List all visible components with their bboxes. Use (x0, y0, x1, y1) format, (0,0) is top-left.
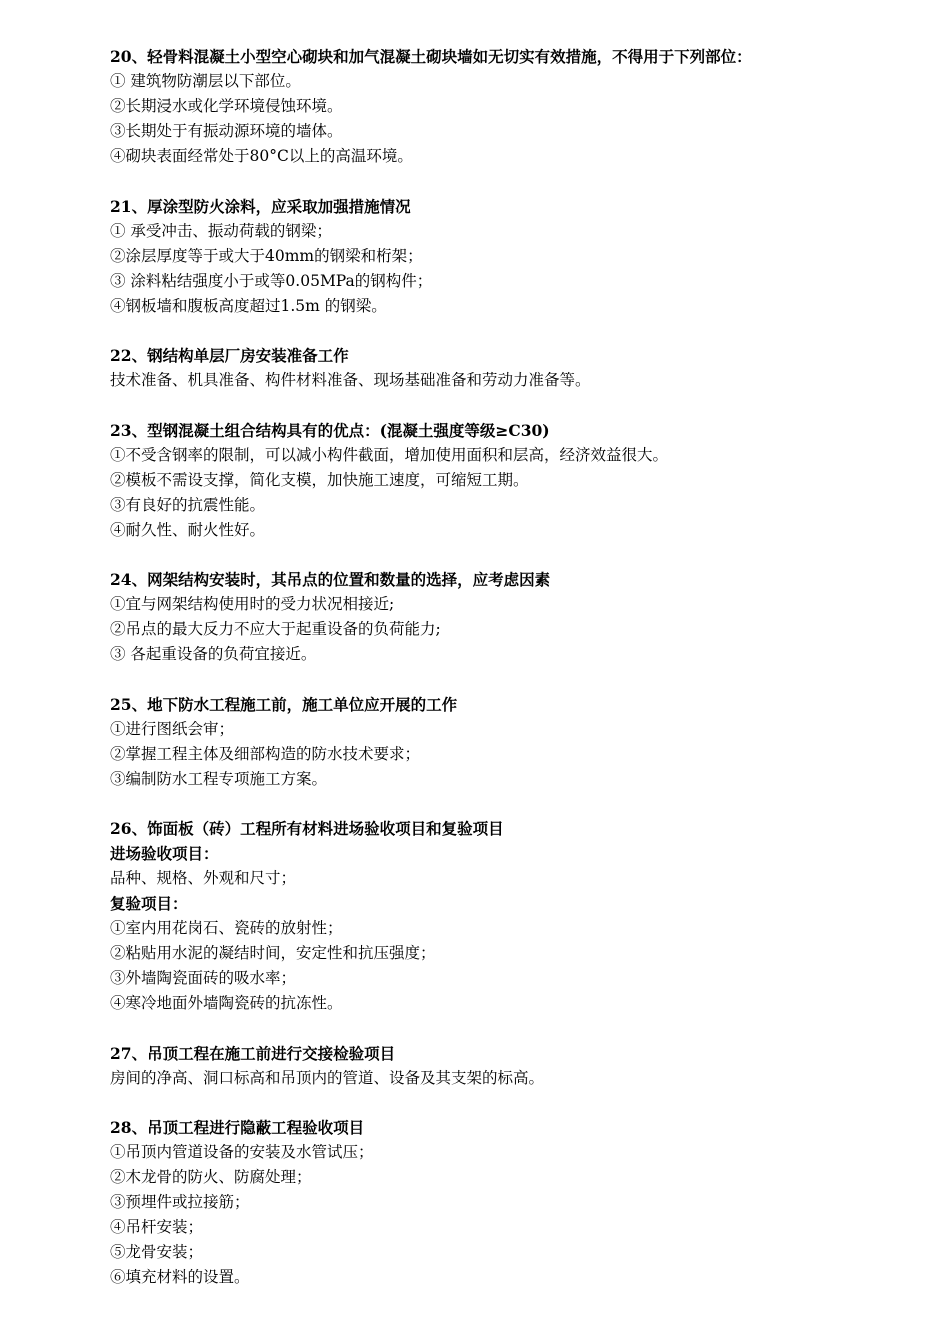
list-item: ①室内用花岗石、瓷砖的放射性； (110, 919, 343, 937)
list-item: ③ 涂料粘结强度小于或等0.05MPa的钢构件； (110, 271, 433, 290)
section-heading: 23、型钢混凝土组合结构具有的优点：(混凝土强度等级≥C30) (110, 420, 550, 440)
list-item: ②模板不需设支撑，简化支模，加快施工速度，可缩短工期。 (110, 470, 529, 489)
list-item: 技术准备、机具准备、构件材料准备、现场基础准备和劳动力准备等。 (110, 371, 591, 389)
list-item: ③编制防水工程专项施工方案。 (110, 769, 328, 788)
list-item: ⑤龙骨安装； (110, 1243, 204, 1261)
list-item: ①吊顶内管道设备的安装及水管试压； (110, 1143, 374, 1161)
list-item: ④砌块表面经常处于80°C以上的高温环境。 (110, 147, 413, 165)
section-24 (110, 567, 870, 667)
list-item: ⑥填充材料的设置。 (110, 1268, 250, 1286)
list-item: ④耐久性、耐火性好。 (110, 520, 266, 539)
list-item: ②吊点的最大反力不应大于起重设备的负荷能力; (110, 620, 441, 638)
list-item: ②掌握工程主体及细部构造的防水技术要求； (110, 744, 421, 763)
section-20 (110, 44, 870, 169)
subheading-reinspection: 复验项目： (110, 894, 188, 913)
list-item: 房间的净高、洞口标高和吊顶内的管道、设备及其支架的标高。 (110, 1068, 545, 1087)
section-28 (110, 1115, 870, 1290)
list-item: ②木龙骨的防火、防腐处理； (110, 1168, 312, 1186)
list-item: ④寒冷地面外墙陶瓷砖的抗冻性。 (110, 994, 343, 1012)
list-item: ①进行图纸会审； (110, 719, 235, 738)
document-page (110, 44, 870, 1315)
section-23 (110, 418, 870, 543)
list-item: ③有良好的抗震性能。 (110, 495, 266, 514)
list-item: ②涂层厚度等于或大于40mm的钢梁和桁架； (110, 246, 423, 265)
section-heading: 28、吊顶工程进行隐蔽工程验收项目 (110, 1118, 365, 1137)
section-22 (110, 343, 870, 393)
list-item: ④钢板墙和腹板高度超过1.5m 的钢梁。 (110, 296, 387, 315)
section-25 (110, 692, 870, 792)
section-26 (110, 816, 870, 1016)
section-heading: 20、轻骨料混凝土小型空心砌块和加气混凝土砌块墙如无切实有效措施，不得用于下列部位： (110, 47, 752, 66)
list-item: ③ 各起重设备的负荷宜接近。 (110, 645, 317, 663)
section-heading: 24、网架结构安装时，其吊点的位置和数量的选择，应考虑因素 (110, 570, 551, 589)
list-item: 品种、规格、外观和尺寸； (110, 869, 297, 887)
list-item: ③长期处于有振动源环境的墙体。 (110, 122, 343, 140)
section-heading: 25、地下防水工程施工前，施工单位应开展的工作 (110, 694, 458, 714)
subheading-incoming-inspection: 进场验收项目： (110, 844, 219, 863)
section-27 (110, 1041, 870, 1091)
list-item: ④吊杆安装； (110, 1218, 204, 1236)
list-item: ① 承受冲击、振动荷载的钢梁； (110, 221, 332, 240)
list-item: ①宜与网架结构使用时的受力状况相接近; (110, 595, 395, 613)
list-item: ③外墙陶瓷面砖的吸水率； (110, 969, 297, 987)
section-21 (110, 194, 870, 319)
section-heading: 21、厚涂型防火涂料，应采取加强措施情况 (110, 196, 411, 216)
section-heading: 27、吊顶工程在施工前进行交接检验项目 (110, 1043, 396, 1063)
list-item: ②粘贴用水泥的凝结时间，安定性和抗压强度； (110, 944, 436, 962)
list-item: ① 建筑物防潮层以下部位。 (110, 72, 301, 90)
list-item: ②长期浸水或化学环境侵蚀环境。 (110, 97, 343, 115)
section-heading: 26、饰面板（砖）工程所有材料进场验收项目和复验项目 (110, 819, 504, 838)
list-item: ①不受含钢率的限制，可以减小构件截面，增加使用面积和层高，经济效益很大。 (110, 445, 669, 464)
list-item: ③预埋件或拉接筋； (110, 1193, 250, 1211)
section-heading: 22、钢结构单层厂房安装准备工作 (110, 346, 349, 365)
